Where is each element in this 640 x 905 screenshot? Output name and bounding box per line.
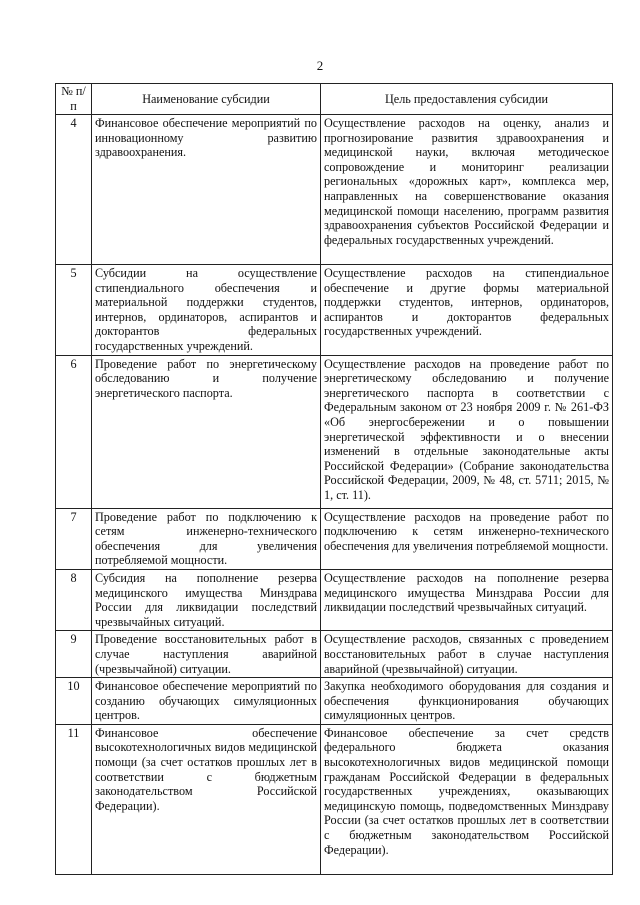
subsidy-goal: Осуществление расходов на проведение работ по подключению к сетям инженерно-технического обеспечения для увеличения потребляемой мощности. (321, 508, 613, 569)
table-row (56, 631, 613, 678)
subsidy-goal: Осуществление расходов на проведение работ по энергетическому обследованию и получение энергетического паспорта в соответствии с Федеральным законом от 23 ноября 2009 г. № 261-ФЗ «Об энергосбережении и о повышении энергетической эффективности и о внесении изменений в отдельные законодательные акты Российской Федерации» (Собрание законодательства Российской Федерации, 2009, № 48, ст. 5711; 2015, № 1, ст. 11). (321, 355, 613, 508)
row-number: 10 (56, 678, 92, 725)
subsidy-name: Проведение работ по энергетическому обследованию и получение энергетического паспорта. (92, 355, 321, 508)
subsidy-goal: Осуществление расходов на оценку, анализ и прогнозирование развития здравоохранения и медицинской науки, включая методическое сопровождение и мониторинг реализации региональных «дорожных карт», комплекса мер, направленных на совершенствование оказания медицинской помощи населению, программ развития здравоохранения субъектов Российской Федерации и федеральных государственных учреждений. (321, 115, 613, 265)
table-row (56, 265, 613, 356)
table-row (56, 724, 613, 874)
table-row (56, 678, 613, 725)
subsidy-name: Субсидия на пополнение резерва медицинского имущества Минздрава России для ликвидации последствий чрезвычайных ситуаций. (92, 569, 321, 630)
subsidy-goal: Финансовое обеспечение за счет средств федерального бюджета оказания высокотехнологичных видов медицинской помощи гражданам Российской Федерации в федеральных государственных учреждениях, оказывающих медицинскую помощь, подведомственных Минздраву России (за счет остатков прошлых лет в соответствии с бюджетным законодательством Российской Федерации). (321, 724, 613, 874)
row-number: 11 (56, 724, 92, 874)
subsidy-name: Проведение восстановительных работ в случае наступления аварийной (чрезвычайной) ситуации. (92, 631, 321, 678)
table-row (56, 355, 613, 508)
subsidy-name: Финансовое обеспечение высокотехнологичных видов медицинской помощи (за счет остатков прошлых лет в соответствии с бюджетным законодательством Российской Федерации). (92, 724, 321, 874)
row-number: 5 (56, 265, 92, 356)
subsidy-name: Проведение работ по подключению к сетям инженерно-технического обеспечения для увеличения потребляемой мощности. (92, 508, 321, 569)
row-number: 4 (56, 115, 92, 265)
header-subsidy-goal: Цель предоставления субсидии (321, 84, 613, 115)
page-number: 2 (316, 58, 324, 73)
header-number: № п/п (56, 84, 92, 115)
table-row (56, 508, 613, 569)
subsidy-goal: Осуществление расходов, связанных с проведением восстановительных работ в случае наступления аварийной (чрезвычайной) ситуации. (321, 631, 613, 678)
subsidy-name: Финансовое обеспечение мероприятий по инновационному развитию здравоохранения. (92, 115, 321, 265)
row-number: 6 (56, 355, 92, 508)
row-number: 8 (56, 569, 92, 630)
subsidy-goal: Осуществление расходов на стипендиальное обеспечение и другие формы материальной поддержки студентов, интернов, ординаторов, аспирантов и докторантов федеральных государственных учреждений. (321, 265, 613, 356)
subsidy-goal: Осуществление расходов на пополнение резерва медицинского имущества Минздрава России для ликвидации последствий чрезвычайных ситуаций. (321, 569, 613, 630)
row-number: 9 (56, 631, 92, 678)
header-subsidy-name: Наименование субсидии (92, 84, 321, 115)
subsidies-table (55, 83, 613, 875)
table-row (56, 115, 613, 265)
row-number: 7 (56, 508, 92, 569)
subsidy-name: Финансовое обеспечение мероприятий по созданию обучающих симуляционных центров. (92, 678, 321, 725)
table-row (56, 569, 613, 630)
subsidy-goal: Закупка необходимого оборудования для создания и обеспечения функционирования обучающих симуляционных центров. (321, 678, 613, 725)
subsidy-name: Субсидии на осуществление стипендиального обеспечения и материальной поддержки студентов, интернов, ординаторов, аспирантов и докторантов федеральных государственных учреждений. (92, 265, 321, 356)
table-header-row (56, 84, 613, 115)
